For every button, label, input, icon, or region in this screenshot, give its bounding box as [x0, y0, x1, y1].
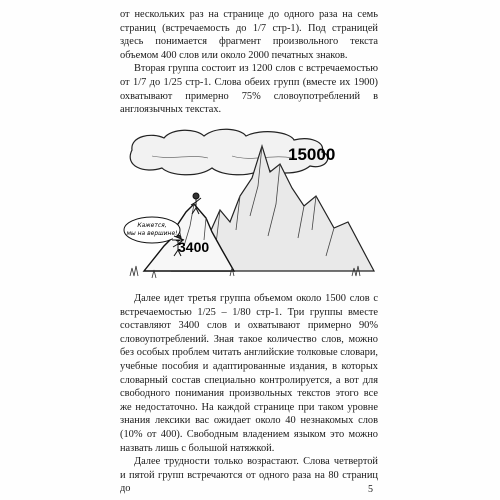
paragraph-third-group: Далее идет третья группа объемом около 1500 слов с встречаемостью 1/25 – 1/80 стр-1. Три группы вместе составляют 3400 слов и охватывают примерно 90% словоупотреблений. Зная такое количество слов, можно без особых проблем читать английские толковые словари, учебные пособия и адаптированные издания, в которых словарный состав специально контролируется, а вот для свободного понимания произвольных текстов этого все же недостаточно. На каждой странице при таком уровне знания лексики вас ожидает около 40 незнакомых слов (10% от 400). Свободным владением языком это можно назвать лишь с большой натяжкой. — [120, 293, 378, 454]
text-block-top — [120, 8, 378, 117]
mid-label: 3400 — [178, 239, 210, 255]
mountain-illustration — [112, 126, 382, 286]
page-number: 5 — [368, 484, 373, 495]
speech-line-2: мы на вершине! — [126, 230, 178, 237]
peak-label: 15000 — [288, 145, 336, 164]
speech-line-1: Кажется, — [137, 222, 167, 229]
paragraph-difficulties: Далее трудности только возрастают. Слова четвертой и пятой групп встречаются от одного раза на 80 страниц до — [120, 456, 378, 495]
text-block-bottom — [120, 292, 378, 496]
paragraph-continued: от нескольких раз на странице до одного раза на семь страниц (встречаемость до 1/7 стр-1). Под страницей здесь понимается фрагмент произвольного текста объемом 400 слов или около 2000 печатных знаков. — [120, 9, 378, 61]
paragraph-second-group: Вторая группа состоит из 1200 слов с встречаемостью от 1/7 до 1/25 стр-1. Слова обеих групп (вместе их 1900) охватывают примерно 75% словоупотреблений в англоязычных текстах. — [120, 63, 378, 116]
